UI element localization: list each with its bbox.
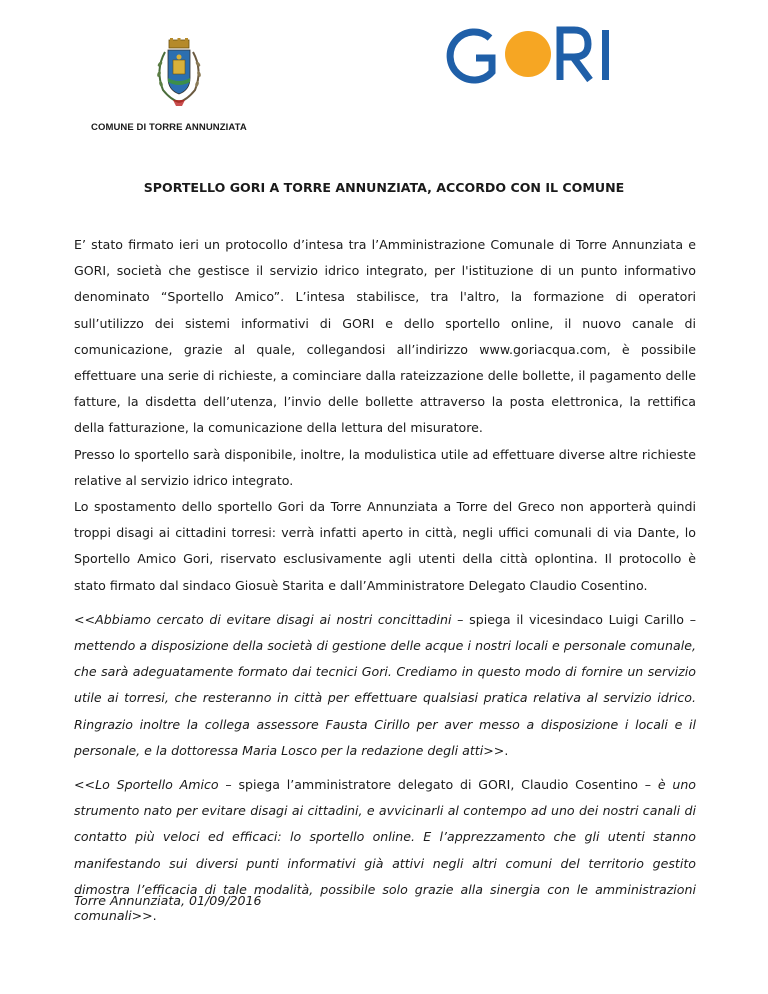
- quote-vicesindaco: [74, 607, 696, 764]
- quote-vicesindaco-attribution: – spiega il vicesindaco Luigi Carillo –: [451, 611, 696, 627]
- page-title: SPORTELLO GORI A TORRE ANNUNZIATA, ACCORDO CON IL COMUNE: [143, 180, 625, 195]
- paragraph-intro: E’ stato firmato ieri un protocollo d’intesa tra l’Amministrazione Comunale di Torre Annunziata e GORI, società che gestisce il servizio idrico integrato, per l'istituzione di un punto informativo denominato “Sportello Amico”. L’intesa stabilisce, tra l'altro, la formazione di operatori sull’utilizzo dei sistemi informativi di GORI e dello sportello online, il nuovo canale di comunicazione, grazie al quale, collegandosi all’indirizzo www.goriacqua.com, è possibile effettuare una serie di richieste, a cominciare dalla rateizzazione delle bollette, il pagamento delle fatture, la disdetta dell’utenza, l’invio delle bollette attraverso la posta elettronica, la rettifica della fatturazione, la comunicazione della lettura del misuratore.: [74, 237, 696, 436]
- quote-vicesindaco-open: <<Abbiamo cercato di evitare disagi ai nostri concittadini: [74, 611, 452, 627]
- quote-amministratore-attribution: – spiega l’amministratore delegato di GORI, Claudio Cosentino –: [218, 777, 658, 793]
- paragraph-modulistica: Presso lo sportello sarà disponibile, inoltre, la modulistica utile ad effettuare diverse altre richieste relative al servizio idrico integrato.: [74, 446, 696, 488]
- quote-vicesindaco-text: mettendo a disposizione della società di gestione delle acque i nostri locali e personale comunale, che sarà adeguatamente formato dai tecnici Gori. Crediamo in questo modo di fornire un servizio utile ai torresi, che resteranno in città per effettuare qualsiasi pratica relativa al servizio idrico. Ringrazio inoltre la collega assessore Fausta Cirillo per aver messo a disposizione i locali e il personale, e la dottoressa Maria Losco per la redazione degli atti: [74, 638, 696, 758]
- gori-logo: [446, 20, 614, 92]
- quote-vicesindaco-close: >>.: [483, 742, 509, 758]
- quote-amministratore-close: >>.: [131, 908, 157, 924]
- coat-of-arms-icon: [151, 38, 207, 110]
- article-body: [74, 232, 696, 929]
- quote-amministratore-open: <<Lo Sportello Amico: [74, 777, 219, 793]
- quote-amministratore-text: è uno strumento nato per evitare disagi ai cittadini, e avvicinarli al contempo ad uno dei nostri canali di contatto più veloci ed efficaci: lo sportello online. E l’apprezzamento che gli utenti stanno manifestando sui diversi punti informativi già attivi negli altri comuni del territorio gestito dimostra l’efficacia di tale modalità, possibile solo grazie alla sinergia con le amministrazioni comunali: [74, 777, 697, 924]
- paragraph-spostamento: Lo spostamento dello sportello Gori da Torre Annunziata a Torre del Greco non apporterà quindi troppi disagi ai cittadini torresi: verrà infatti aperto in città, negli uffici comunali di via Dante, lo Sportello Amico Gori, riservato esclusivamente agli utenti della città oplontina. Il protocollo è stato firmato dal sindaco Giosuè Starita e dall’Amministratore Delegato Claudio Cosentino.: [74, 499, 696, 593]
- comune-label: COMUNE DI TORRE ANNUNZIATA: [91, 122, 247, 133]
- date-line: Torre Annunziata, 01/09/2016: [74, 893, 262, 908]
